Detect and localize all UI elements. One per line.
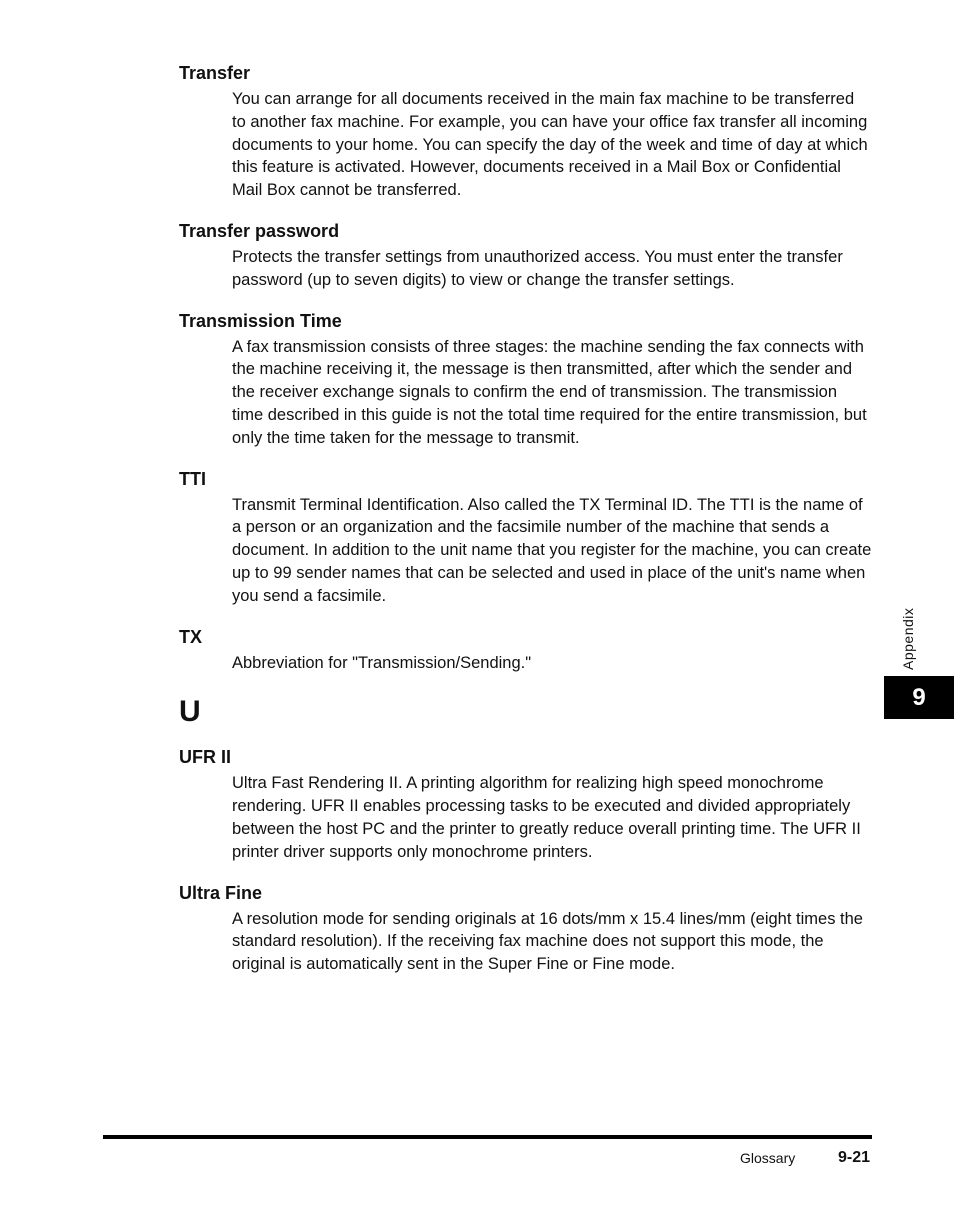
term-title: Transfer	[179, 63, 251, 83]
term-title: TTI	[179, 468, 206, 489]
term-definition: Ultra Fast Rendering II. A printing algorithm for realizing high speed monochrome rendering. UFR II enables processing tasks to be executed and divided appropriately between the host PC and the printer to greatly reduce overall printing time. The UFR II printer driver supports only monochrome printers.	[232, 774, 861, 861]
glossary-entry-ultra-fine	[179, 880, 879, 976]
term-title: Ultra Fine	[179, 882, 263, 903]
term-definition: A fax transmission consists of three stages: the machine sending the fax connects with the machine receiving it, the message is then transmitted, after which the sender and the receiver exchange signals to confirm the end of transmission. The transmission time described in this guide is not the total time required for the entire transmission, but only the time taken for the message to transmit.	[232, 337, 867, 447]
page-number: 9-21	[838, 1149, 871, 1166]
glossary-entry-ufr-ii	[179, 744, 879, 863]
chapter-tab	[884, 676, 954, 719]
side-tab-label: Appendix	[900, 607, 916, 670]
term-definition: You can arrange for all documents received in the main fax machine to be transferred to another fax machine. For example, you can have your office fax transfer all incoming documents to your home. You can specify the day of the week and time of day at which this feature is activated. However, documents received in a Mail Box or Confidential Mail Box cannot be transferred.	[232, 90, 868, 200]
glossary-entry-transfer	[179, 60, 879, 202]
section-letter-heading: U	[179, 695, 201, 729]
term-title: UFR II	[179, 747, 231, 768]
footer-section-label: Glossary	[740, 1150, 796, 1166]
glossary-entry-transfer-password	[179, 218, 879, 292]
glossary-entry-tti	[179, 466, 879, 608]
glossary-entry-transmission-time	[179, 308, 879, 450]
term-definition: Protects the transfer settings from unauthorized access. You must enter the transfer password (up to seven digits) to view or change the transfer settings.	[232, 247, 843, 289]
term-definition: A resolution mode for sending originals at 16 dots/mm x 15.4 lines/mm (eight times the standard resolution). If the receiving fax machine does not support this mode, the original is automatically sent in the Super Fine or Fine mode.	[232, 909, 863, 974]
glossary-entry-tx	[179, 624, 879, 675]
term-title: Transfer password	[179, 220, 340, 241]
term-definition: Abbreviation for "Transmission/Sending."	[232, 653, 532, 672]
chapter-number: 9	[912, 683, 926, 711]
term-definition: Transmit Terminal Identification. Also called the TX Terminal ID. The TTI is the name of a person or an organization and the facsimile number of the machine that sends a document. In addition to the unit name that you register for the machine, you can create up to 99 sender names that can be selected and used in place of the unit's name when you send a facsimile.	[232, 495, 872, 605]
footer-divider	[103, 1135, 872, 1139]
term-title: TX	[179, 626, 203, 647]
glossary-content	[179, 60, 879, 992]
term-title: Transmission Time	[179, 310, 342, 331]
